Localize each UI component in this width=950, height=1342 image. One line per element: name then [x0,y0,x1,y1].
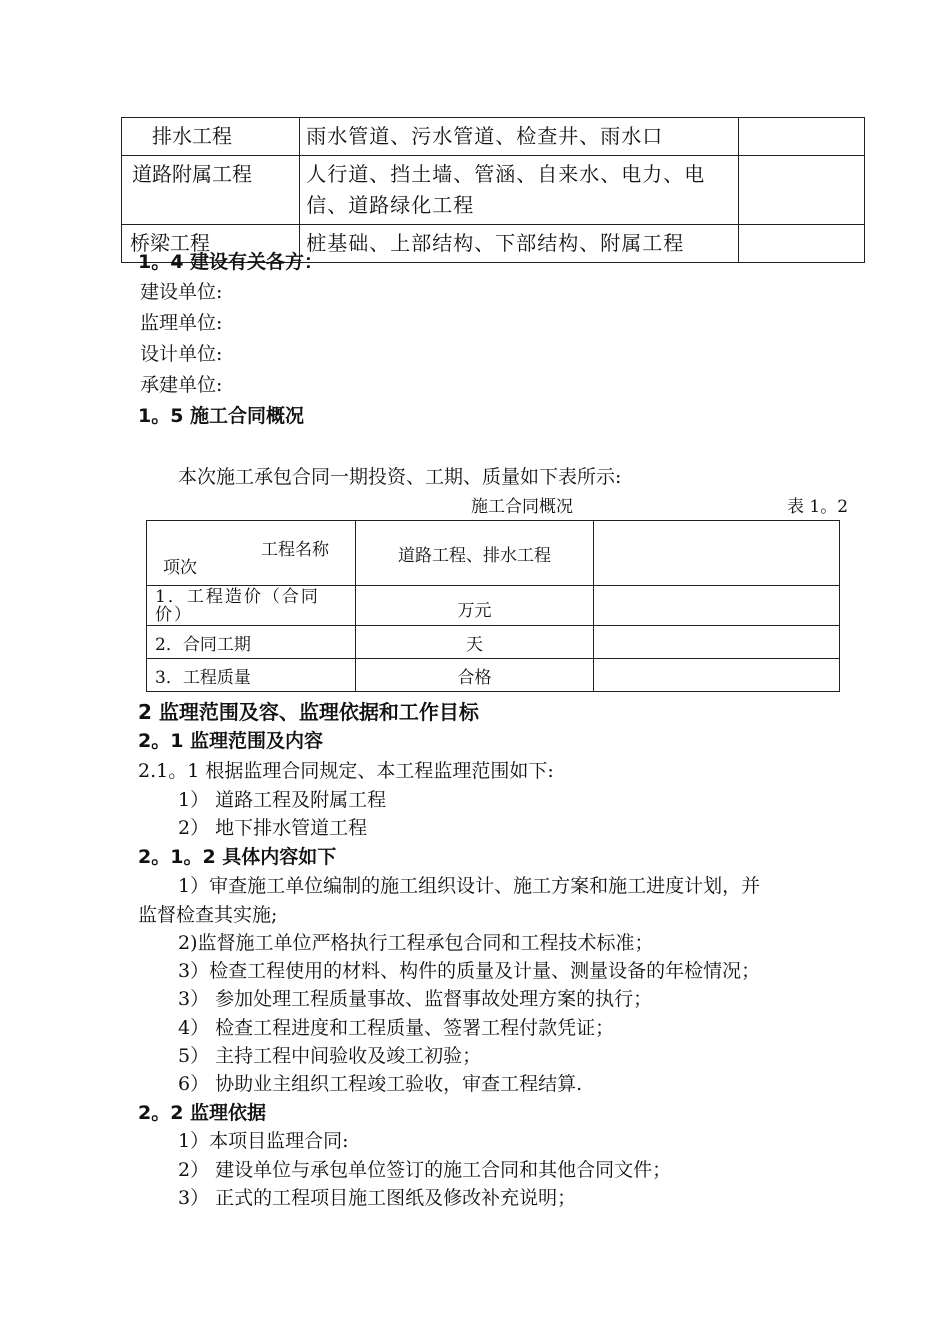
table-cell [739,225,865,263]
section-heading: 1。5 施工合同概况 [138,405,305,427]
list-item: 6） 协助业主组织工程竣工验收，审查工程结算. [178,1073,583,1095]
table-row [147,586,840,626]
table-cell: 万元 [356,586,594,626]
section-heading: 1。4 建设有关各方： [138,251,324,273]
table-cell [594,659,840,692]
table-cell: 道路工程、排水工程 [356,521,594,586]
table-cell [147,521,356,586]
table-cell [594,626,840,659]
scope-table [121,117,865,263]
list-item: 2） 地下排水管道工程 [178,817,368,839]
table-cell [594,586,840,626]
party-line: 监理单位: [140,312,223,334]
subsection-heading: 2。1。2 具体内容如下 [138,846,337,868]
header-project-name: 工程名称 [261,540,329,560]
table-row [122,156,865,225]
section-heading: 2 监理范围及容、监理依据和工作目标 [138,700,479,724]
table-row [147,521,840,586]
table-row [122,118,865,156]
header-item: 项次 [163,558,197,578]
table-cell: 排水工程 [122,118,300,156]
list-item-continuation: 监督检查其实施; [138,904,278,926]
table-row [147,626,840,659]
list-item: 1）本项目监理合同: [178,1130,349,1152]
subsection-heading: 2。2 监理依据 [138,1102,267,1124]
table-cell: 桩基础、上部结构、下部结构、附属工程 [300,225,739,263]
list-item: 3） 参加处理工程质量事故、监督事故处理方案的执行； [178,988,653,1010]
table-cell: 人行道、挡土墙、管涵、自来水、电力、电信、道路绿化工程 [300,156,739,225]
paragraph: 本次施工承包合同一期投资、工期、质量如下表所示: [178,466,622,488]
table-cell: 2．合同工期 [147,626,356,659]
party-line: 设计单位: [140,343,223,365]
table-cell: 合格 [356,659,594,692]
table-cell: 雨水管道、污水管道、检查井、雨水口 [300,118,739,156]
list-item: 1）审查施工单位编制的施工组织设计、施工方案和施工进度计划，并 [178,875,761,897]
paragraph: 2.1。1 根据监理合同规定、本工程监理范围如下: [138,760,554,782]
contract-table [146,520,840,692]
list-item: 2)监督施工单位严格执行工程承包合同和工程技术标准； [178,932,654,954]
list-item: 3） 正式的工程项目施工图纸及修改补充说明； [178,1187,577,1209]
table-row [147,659,840,692]
party-line: 建设单位: [140,281,223,303]
table-cell [739,156,865,225]
party-line: 承建单位: [140,374,223,396]
table-number: 表 1。2 [787,497,849,517]
table-cell: 1．工程造价（合同价） [147,586,356,626]
list-item: 5） 主持工程中间验收及竣工初验； [178,1045,482,1067]
table-title: 施工合同概况 [471,497,573,517]
subsection-heading: 2。1 监理范围及内容 [138,730,324,752]
list-item: 1） 道路工程及附属工程 [178,789,387,811]
table-cell: 天 [356,626,594,659]
table-cell [594,521,840,586]
list-item: 3）检查工程使用的材料、构件的质量及计量、测量设备的年检情况； [178,960,761,982]
list-item: 2） 建设单位与承包单位签订的施工合同和其他合同文件； [178,1159,672,1181]
list-item: 4） 检查工程进度和工程质量、签署工程付款凭证； [178,1017,615,1039]
table-cell: 3．工程质量 [147,659,356,692]
table-cell: 桥梁工程 [122,225,300,263]
table-cell [739,118,865,156]
table-cell: 道路附属工程 [122,156,300,225]
